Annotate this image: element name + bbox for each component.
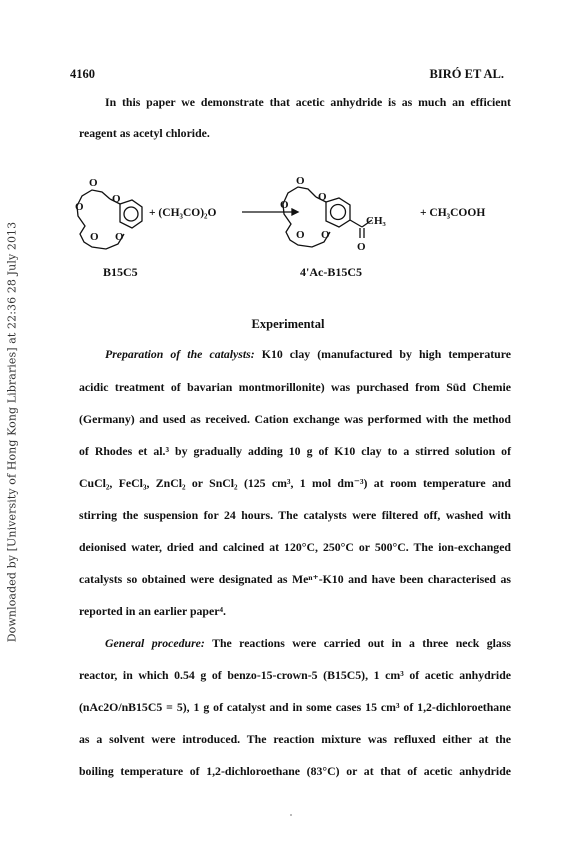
svg-text:O: O [296,175,305,187]
intro-line-2: reagent as acetyl chloride. [79,126,210,140]
prep-heading: Preparation of the catalysts: [105,347,255,361]
svg-text:O: O [280,199,289,211]
general-line-3: (nAc2O/nB15C5 = 5), 1 g of catalyst and in some cases 15 cm³ of 1,2-dichloroethane [79,700,511,714]
general-line-4: as a solvent were introduced. The reaction mixture was refluxed either at the [79,732,511,746]
reagent-text: + (CH₃CO)₂O [149,207,217,219]
svg-text:O: O [112,193,121,205]
general-line-2: reactor, in which 0.54 g of benzo-15-crown-5 (B15C5), 1 cm³ of acetic anhydride [79,668,511,682]
svg-text:O: O [318,191,327,203]
svg-text:O: O [90,231,99,243]
svg-text:O: O [321,229,330,241]
download-notice: Downloaded by [University of Hong Kong Libraries] at 22:36 28 July 2013 [5,221,19,643]
carbonyl-oxygen-label: O [357,241,366,253]
prep-line-2: acidic treatment of bavarian montmorillonite) was purchased from Süd Chemie [79,380,511,394]
svg-text:O: O [296,229,305,241]
prep-first-line [79,348,511,361]
running-head: BIRÓ ET AL. [429,67,504,81]
prep-line-5: CuCl₂, FeCl₃, ZnCl₂ or SnCl₂ (125 cm³, 1 mol dm⁻³) at room temperature and [79,476,511,490]
prep-line-4: of Rhodes et al.³ by gradually adding 10 g of K10 clay to a stirred solution of [79,444,511,458]
svg-text:O: O [75,201,84,213]
prep-line-6: stirring the suspension for 24 hours. The catalysts were filtered off, washed with [79,508,511,522]
prep-line-8: catalysts so obtained were designated as Meⁿ⁺-K10 and have been characterised as [79,572,511,586]
4ac-b15c5-label: 4'Ac-B15C5 [300,265,362,279]
b15c5-label: B15C5 [103,265,138,279]
ring-oxygen-label: O [89,177,98,189]
section-title: Experimental [251,317,325,331]
general-line-5: boiling temperature of 1,2-dichloroethane (83°C) or at that of acetic anhydride [79,764,511,778]
intro-line-1: In this paper we demonstrate that acetic anhydride is as much an efficient [105,95,511,109]
general-heading: General procedure: [105,636,205,650]
download-watermark [4,0,20,864]
prep-line-1: K10 clay (manufactured by high temperature [254,347,512,361]
page-number: 4160 [70,67,95,81]
scan-speck [290,814,292,816]
methyl-label: CH₃ [366,215,386,227]
svg-text:O: O [115,231,124,243]
b15c5-structure [77,190,142,249]
reaction-scheme [60,172,520,262]
prep-line-7: deionised water, dried and calcined at 120°C, 250°C or 500°C. The ion-exchanged [79,540,511,554]
byproduct-text: + CH₃COOH [420,207,486,219]
prep-line-9: reported in an earlier paper⁴. [79,604,226,618]
general-first-line [79,637,511,650]
prep-line-3: (Germany) and used as received. Cation exchange was performed with the method [79,412,511,426]
general-line-1: The reactions were carried out in a three neck glass [204,636,512,650]
